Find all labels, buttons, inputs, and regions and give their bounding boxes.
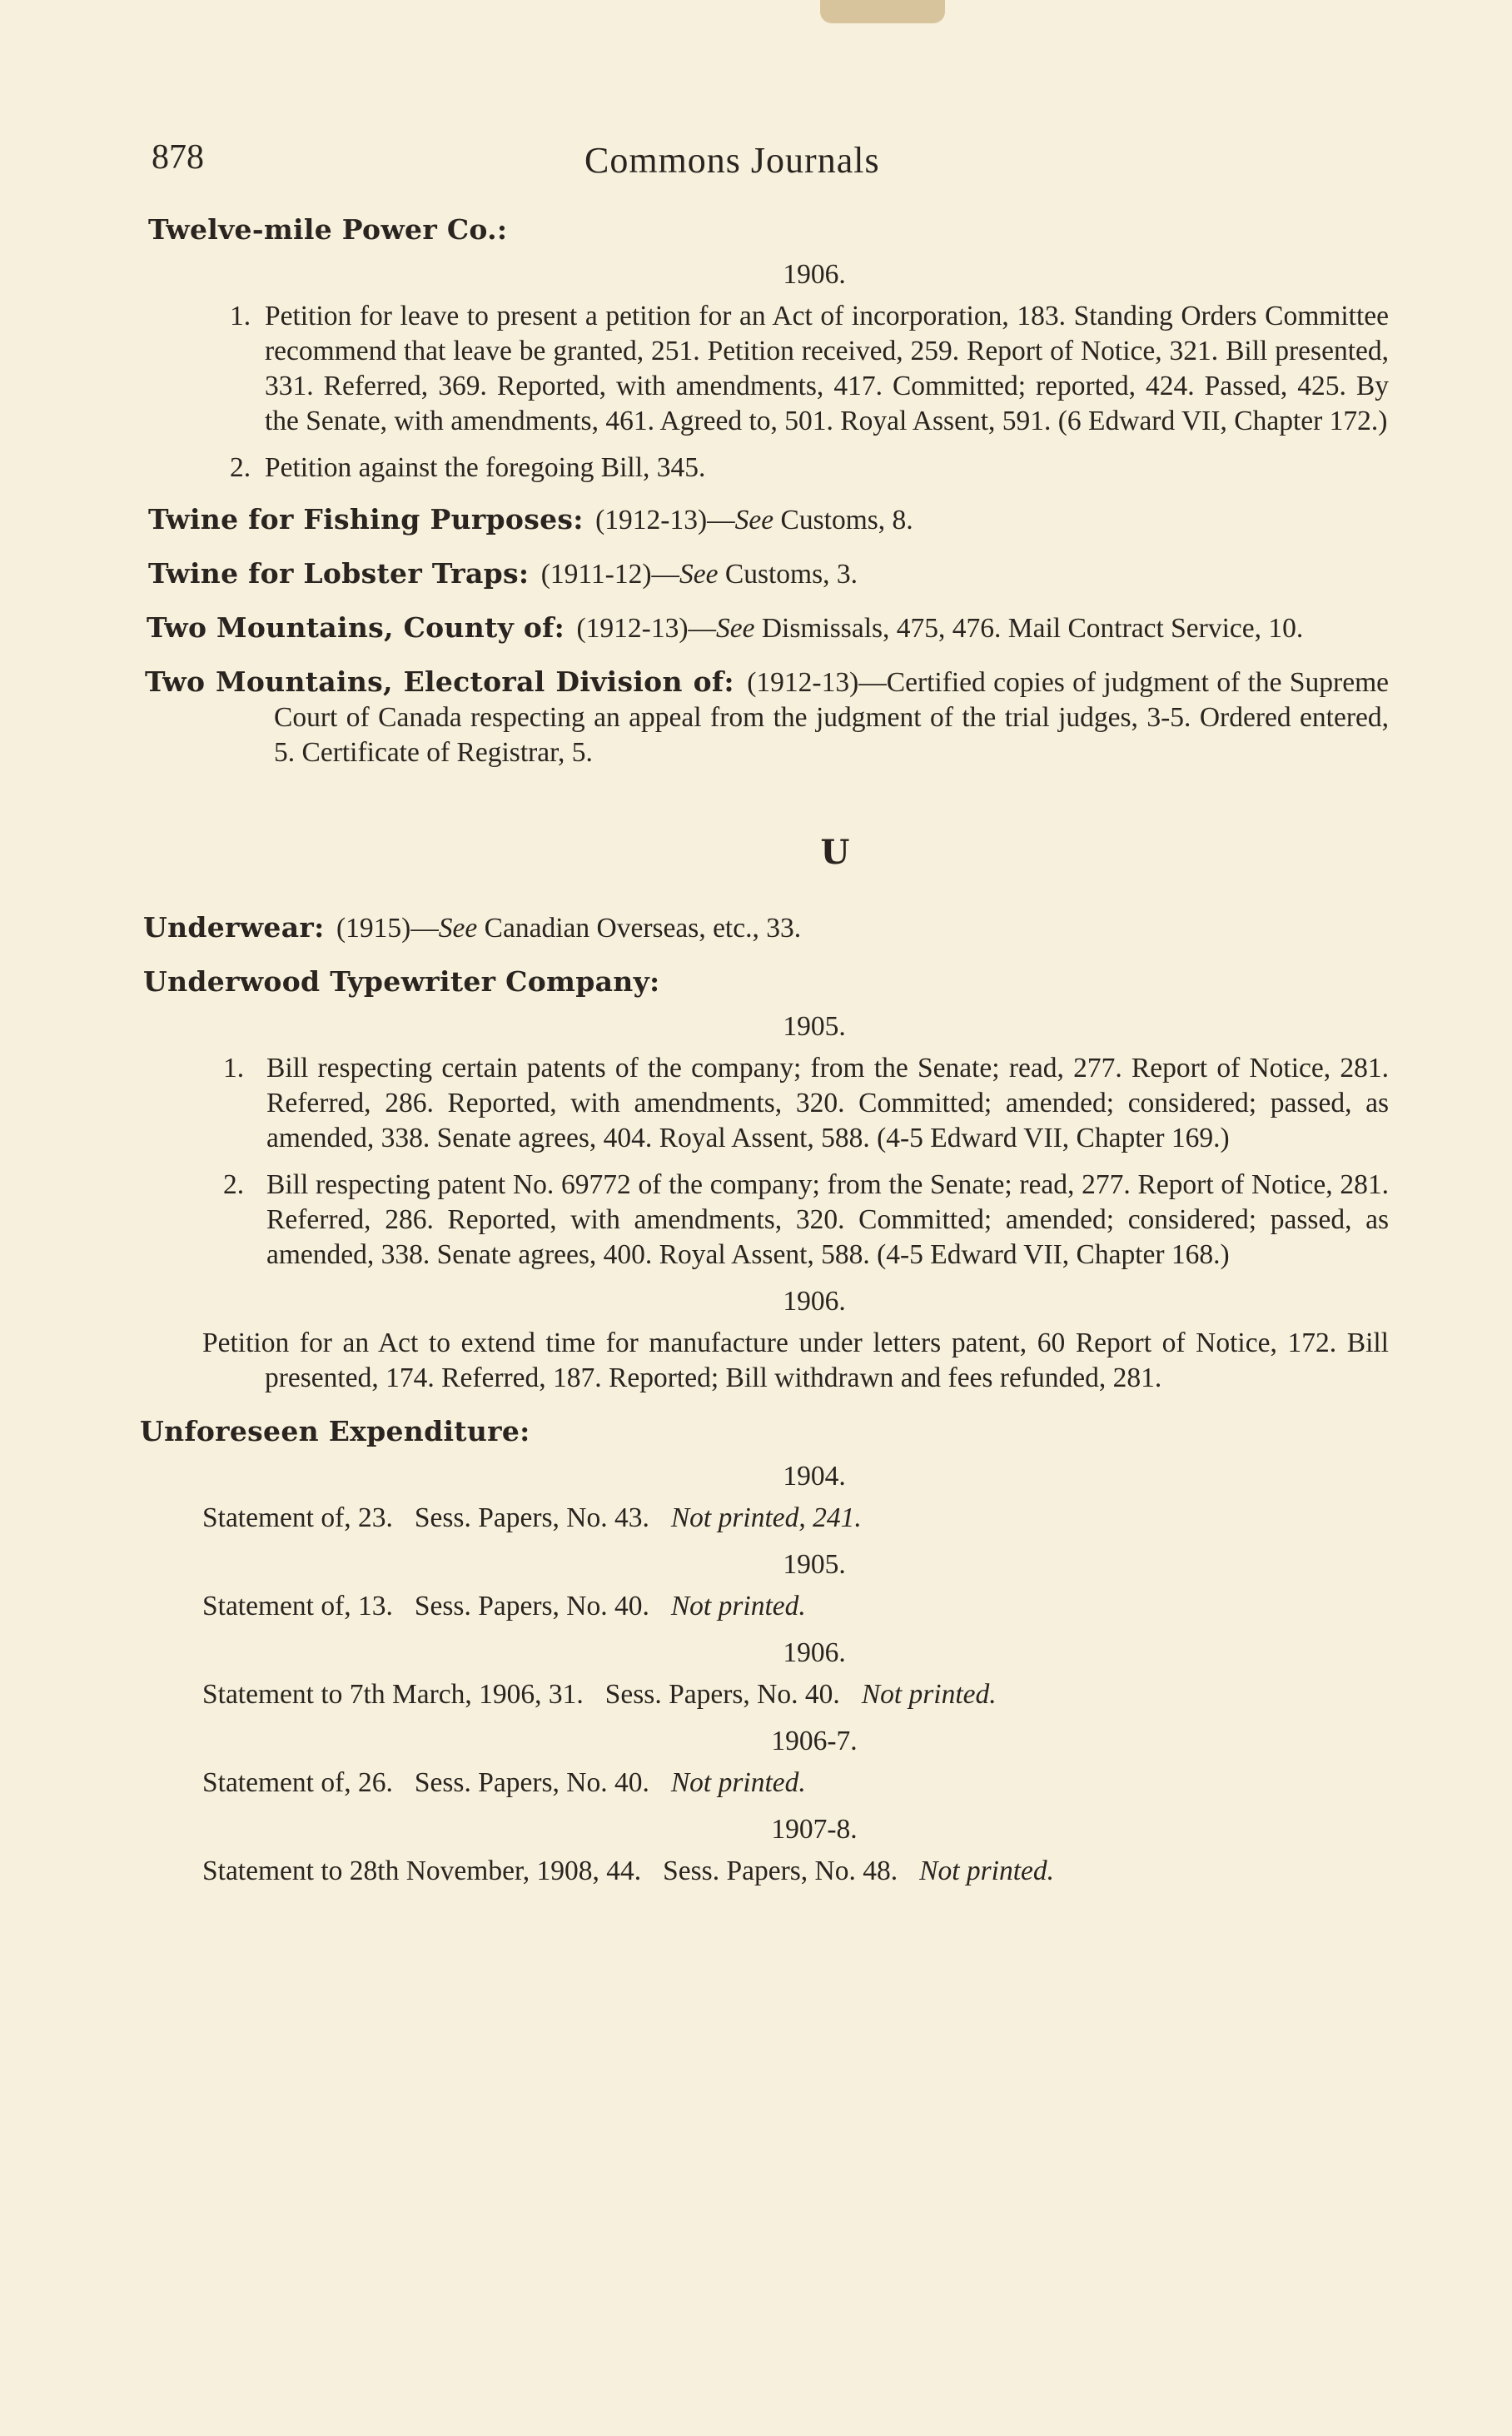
statement-text: Statement of, 26. xyxy=(202,1767,393,1798)
entry-heading: Two Mountains, Electoral Division of: xyxy=(145,665,734,698)
section-letter: U xyxy=(820,833,850,872)
see-reference: See xyxy=(734,505,774,536)
item-number: 2. xyxy=(230,452,251,483)
item-number: 2. xyxy=(223,1169,245,1200)
year-heading: 1904. xyxy=(783,1461,846,1492)
statement-line xyxy=(202,1589,1389,1624)
printing-note: Not printed. xyxy=(919,1856,1055,1886)
sessional-papers: Sess. Papers, No. 40. xyxy=(604,1679,840,1710)
entry-heading-unforeseen: Unforeseen Expenditure: xyxy=(140,1415,530,1447)
see-reference: See xyxy=(679,559,719,590)
year-heading: 1905. xyxy=(783,1549,846,1580)
entry-years: (1912-13)— xyxy=(576,613,716,644)
printing-note: Not printed. xyxy=(861,1679,997,1710)
page-title: Commons Journals xyxy=(584,140,880,181)
entry-reference: Dismissals, 475, 476. Mail Contract Service, 10. xyxy=(761,613,1304,644)
list-item xyxy=(140,1168,1389,1273)
item-number: 1. xyxy=(230,301,251,331)
entry-years: (1911-12)— xyxy=(540,559,679,590)
statement-line xyxy=(202,1766,1389,1801)
statement-text: Statement of, 23. xyxy=(202,1502,393,1533)
printing-note: Not printed. xyxy=(670,1767,806,1798)
list-item xyxy=(140,299,1389,439)
entry-reference: Customs, 8. xyxy=(780,505,913,536)
entry-two-mountains-electoral xyxy=(145,665,1389,770)
entry-years: (1912-13)— xyxy=(595,505,735,536)
page-header xyxy=(152,137,1392,187)
item-text: Petition against the foregoing Bill, 345. xyxy=(265,452,706,483)
year-heading: 1907-8. xyxy=(771,1814,858,1845)
statement-line xyxy=(202,1501,1389,1536)
entry-two-mountains-county xyxy=(147,610,1389,646)
entry-reference: Canadian Overseas, etc., 33. xyxy=(484,913,802,944)
sessional-papers: Sess. Papers, No. 40. xyxy=(414,1767,649,1798)
entry-text: (1912-13)—Certified copies of judgment of the Supreme Court of Canada respecting an appeal from the judgment of the trial judges, 3-5. Ordered entered, 5. Certificate of Registrar, 5. xyxy=(274,667,1390,768)
statement-text: Statement to 7th March, 1906, 31. xyxy=(202,1679,584,1710)
item-text: Bill respecting certain patents of the company; from the Senate; read, 277. Report of Notice, 281. Referred, 286. Reported, with amendments, 320. Committed; amended; considered; passed, as amended, 338. Senate agrees, 404. Royal Assent, 588. (4-5 Edward VII, Chapter 169.) xyxy=(266,1053,1389,1153)
see-reference: See xyxy=(438,913,478,944)
year-heading: 1906. xyxy=(783,259,846,290)
list-item xyxy=(140,451,1389,486)
entry-heading-underwood: Underwood Typewriter Company: xyxy=(143,965,660,998)
index-content xyxy=(140,212,1389,1900)
statement-line xyxy=(202,1854,1389,1889)
entry-heading: Underwear: xyxy=(143,911,325,944)
printing-note: Not printed, 241. xyxy=(670,1502,862,1533)
entry-underwear xyxy=(143,910,1389,946)
entry-twine-fishing xyxy=(148,502,1389,538)
statement-text: Statement of, 13. xyxy=(202,1591,393,1622)
see-reference: See xyxy=(715,613,755,644)
page-number: 878 xyxy=(152,138,204,177)
statement-line xyxy=(202,1677,1389,1712)
entry-years: (1915)— xyxy=(336,913,439,944)
list-item xyxy=(140,1051,1389,1156)
sessional-papers: Sess. Papers, No. 48. xyxy=(663,1856,898,1886)
entry-reference: Customs, 3. xyxy=(724,559,858,590)
petition-1906: Petition for an Act to extend time for manufacture under letters patent, 60 Report of Notice, 172. Bill presented, 174. Referred, 187. Reported; Bill withdrawn and fees refunded, 281. xyxy=(202,1328,1389,1393)
item-number: 1. xyxy=(223,1053,245,1083)
item-text: Petition for leave to present a petition for an Act of incorporation, 183. Standing Orders Committee recommend that leave be granted, 251. Petition received, 259. Report of Notice, 321. Bill presented, 331. Referred, 369. Reported, with amendments, 417. Committed; reported, 424. Passed, 425. By the Senate, with amendments, 461. Agreed to, 501. Royal Assent, 591. (6 Edward VII, Chapter 172.) xyxy=(265,301,1389,436)
entry-heading: Twine for Fishing Purposes: xyxy=(148,503,584,536)
entry-heading-twelve-mile: Twelve-mile Power Co.: xyxy=(148,213,508,246)
statement-text: Statement to 28th November, 1908, 44. xyxy=(202,1856,642,1886)
year-heading: 1906. xyxy=(783,1637,846,1668)
entry-twine-lobster xyxy=(148,556,1389,592)
entry-heading: Twine for Lobster Traps: xyxy=(148,557,530,590)
sessional-papers: Sess. Papers, No. 43. xyxy=(414,1502,649,1533)
year-heading: 1906-7. xyxy=(771,1726,858,1756)
year-heading: 1906. xyxy=(783,1286,846,1317)
entry-heading: Two Mountains, County of: xyxy=(147,611,565,644)
page-tab-mark xyxy=(820,0,945,23)
printing-note: Not printed. xyxy=(670,1591,806,1622)
sessional-papers: Sess. Papers, No. 40. xyxy=(414,1591,649,1622)
item-text: Bill respecting patent No. 69772 of the company; from the Senate; read, 277. Report of Notice, 281. Referred, 286. Reported, with amendments, 320. Committed; amended; considered; passed, as amended, 338. Senate agrees, 400. Royal Assent, 588. (4-5 Edward VII, Chapter 168.) xyxy=(266,1169,1389,1270)
year-heading: 1905. xyxy=(783,1011,846,1042)
